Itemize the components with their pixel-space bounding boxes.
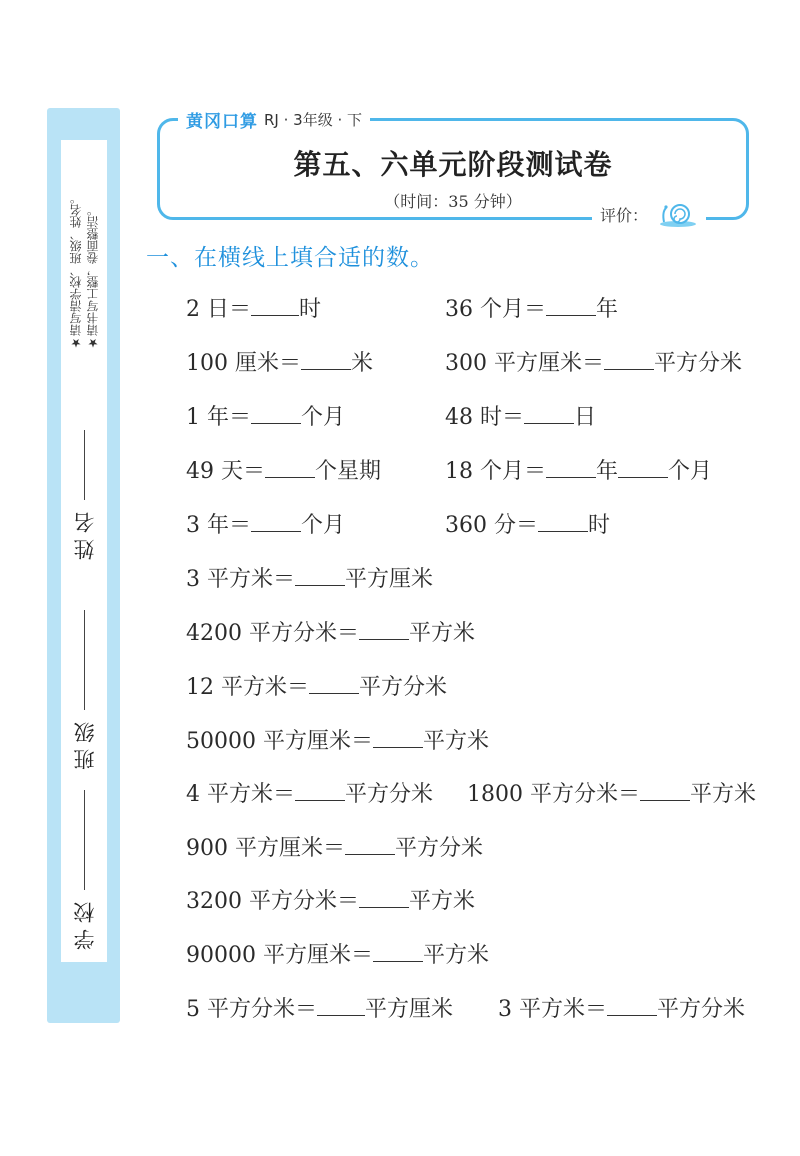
- answer-blank[interactable]: [295, 563, 345, 586]
- answer-blank[interactable]: [251, 293, 299, 316]
- snail-icon: [658, 200, 698, 228]
- brand-logo: 黄冈口算: [186, 111, 258, 132]
- question-4-prompt: 300 平方厘米＝: [445, 351, 604, 376]
- binding-instructions: [68, 150, 102, 350]
- answer-blank[interactable]: [295, 778, 345, 801]
- answer-blank[interactable]: [524, 401, 574, 424]
- question-1-unit: 时: [299, 297, 322, 322]
- question-6-prompt: 48 时＝: [445, 405, 524, 430]
- question-3-prompt: 100 厘米＝: [186, 351, 301, 376]
- question-16-unit: 平方米: [689, 782, 756, 807]
- question-17-unit: 平方分米: [395, 836, 484, 861]
- question-18: [186, 885, 475, 917]
- question-20-prompt: 5 平方分米＝: [186, 997, 317, 1022]
- question-16: [467, 778, 756, 810]
- question-5-unit: 个月: [301, 405, 346, 430]
- question-12-prompt: 4200 平方分米＝: [186, 621, 359, 646]
- question-2-unit: 年: [596, 297, 619, 322]
- answer-blank[interactable]: [301, 347, 351, 370]
- question-11-unit: 平方厘米: [345, 567, 434, 592]
- answer-blank[interactable]: [640, 778, 690, 801]
- class-blank-line: [85, 610, 86, 710]
- question-19-prompt: 90000 平方厘米＝: [186, 943, 373, 968]
- time-limit: （时间：35 分钟）: [384, 192, 522, 211]
- question-7: [186, 455, 381, 487]
- question-8-unit-2: 个月: [668, 459, 713, 484]
- question-18-unit: 平方米: [408, 889, 475, 914]
- question-17: [186, 832, 483, 864]
- question-10-prompt: 360 分＝: [445, 513, 538, 538]
- question-17-prompt: 900 平方厘米＝: [186, 836, 345, 861]
- question-2-prompt: 36 个月＝: [445, 297, 546, 322]
- question-8-unit-1: 年: [596, 459, 619, 484]
- answer-blank[interactable]: [546, 455, 596, 478]
- question-9-prompt: 3 年＝: [186, 513, 251, 538]
- answer-blank[interactable]: [359, 617, 409, 640]
- class-label: 班级: [73, 716, 97, 770]
- name-blank-line: [85, 430, 86, 500]
- answer-blank[interactable]: [251, 401, 301, 424]
- question-8-prompt: 18 个月＝: [445, 459, 546, 484]
- evaluation-area: [592, 198, 706, 232]
- binding-note-2: ★请书写工整，卷面整洁。: [86, 204, 100, 350]
- brand-tag: [178, 106, 370, 132]
- question-14: [186, 725, 489, 757]
- answer-blank[interactable]: [546, 293, 596, 316]
- question-6: [445, 401, 596, 433]
- answer-blank[interactable]: [359, 885, 409, 908]
- question-4: [445, 347, 742, 379]
- question-1: [186, 293, 321, 325]
- question-15-prompt: 4 平方米＝: [186, 782, 295, 807]
- question-15: [186, 778, 433, 810]
- question-14-prompt: 50000 平方厘米＝: [186, 729, 373, 754]
- answer-blank[interactable]: [538, 509, 588, 532]
- question-12: [186, 617, 475, 649]
- question-5: [186, 401, 345, 433]
- question-18-prompt: 3200 平方分米＝: [186, 889, 359, 914]
- question-9-unit: 个月: [301, 513, 346, 538]
- answer-blank[interactable]: [604, 347, 654, 370]
- answer-blank[interactable]: [309, 671, 359, 694]
- answer-blank[interactable]: [373, 939, 423, 962]
- question-16-prompt: 1800 平方分米＝: [467, 782, 640, 807]
- question-3-unit: 米: [351, 351, 374, 376]
- answer-blank[interactable]: [373, 725, 423, 748]
- question-11: [186, 563, 433, 595]
- question-20-unit: 平方厘米: [365, 997, 454, 1022]
- question-19: [186, 939, 489, 971]
- school-field[interactable]: [70, 775, 100, 950]
- question-4-unit: 平方分米: [654, 351, 743, 376]
- question-13-unit: 平方分米: [359, 675, 448, 700]
- school-label: 学校: [73, 896, 97, 950]
- class-field[interactable]: [70, 580, 100, 770]
- answer-blank[interactable]: [345, 832, 395, 855]
- question-10-unit: 时: [588, 513, 611, 538]
- question-1-prompt: 2 日＝: [186, 297, 251, 322]
- question-14-unit: 平方米: [422, 729, 489, 754]
- question-13: [186, 671, 447, 703]
- question-10: [445, 509, 610, 541]
- answer-blank[interactable]: [317, 993, 365, 1016]
- question-12-unit: 平方米: [408, 621, 475, 646]
- binding-note-1: ★请写清学校、班级、姓名。: [69, 192, 83, 350]
- school-blank-line: [85, 790, 86, 890]
- evaluation-label: 评价：: [600, 205, 649, 225]
- question-5-prompt: 1 年＝: [186, 405, 251, 430]
- question-2: [445, 293, 618, 325]
- name-label: 姓名: [73, 506, 97, 560]
- answer-blank[interactable]: [607, 993, 657, 1016]
- question-13-prompt: 12 平方米＝: [186, 675, 309, 700]
- question-11-prompt: 3 平方米＝: [186, 567, 295, 592]
- question-20: [186, 993, 453, 1025]
- grade-label: RJ · 3年级 · 下: [264, 110, 362, 129]
- question-6-unit: 日: [574, 405, 597, 430]
- question-3: [186, 347, 373, 379]
- answer-blank[interactable]: [251, 509, 301, 532]
- section-heading: 一、在横线上填合适的数。: [146, 245, 434, 271]
- page-title: 第五、六单元阶段测试卷: [293, 148, 613, 181]
- name-field[interactable]: [70, 380, 100, 560]
- answer-blank[interactable]: [618, 455, 668, 478]
- question-7-prompt: 49 天＝: [186, 459, 265, 484]
- question-21-prompt: 3 平方米＝: [498, 997, 607, 1022]
- question-21: [498, 993, 745, 1025]
- question-8: [445, 455, 712, 487]
- question-9: [186, 509, 345, 541]
- answer-blank[interactable]: [265, 455, 315, 478]
- question-7-unit: 个星期: [315, 459, 382, 484]
- question-21-unit: 平方分米: [657, 997, 746, 1022]
- question-15-unit: 平方分米: [345, 782, 434, 807]
- question-19-unit: 平方米: [422, 943, 489, 968]
